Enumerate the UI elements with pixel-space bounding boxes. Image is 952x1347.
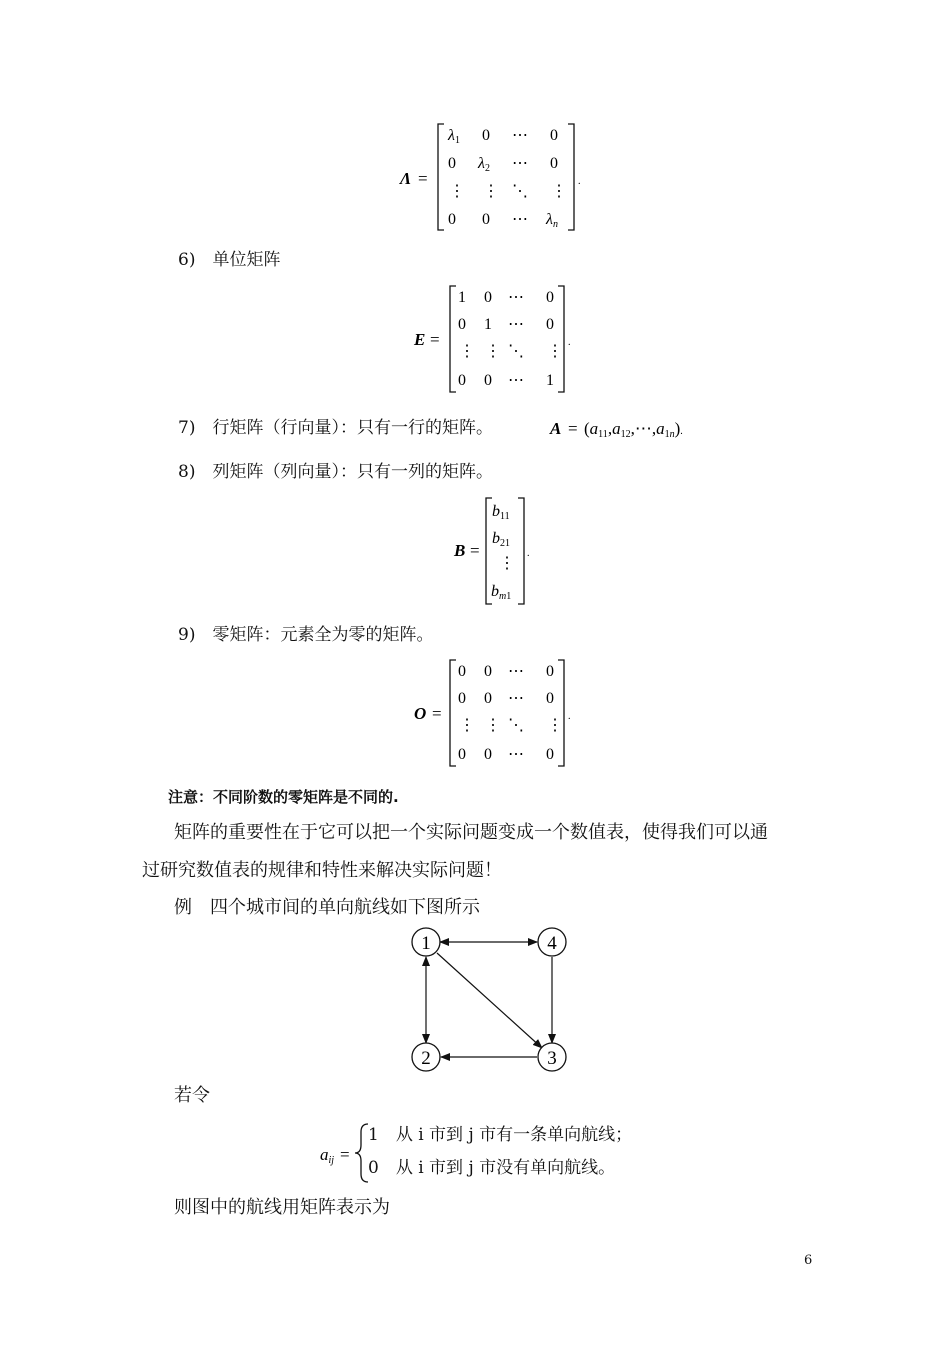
svg-text:0: 0 <box>458 372 466 389</box>
svg-text:0: 0 <box>482 127 490 144</box>
svg-text:⋮: ⋮ <box>485 343 501 360</box>
zero-matrix-cells <box>458 663 563 763</box>
node-3 <box>538 1043 566 1071</box>
svg-text:⋯: ⋯ <box>512 211 528 228</box>
svg-text:1: 1 <box>458 289 466 306</box>
svg-text:⋱: ⋱ <box>508 717 524 734</box>
column-matrix <box>452 494 552 610</box>
svg-text:⋯: ⋯ <box>512 155 528 172</box>
svg-text:⋮: ⋮ <box>547 717 563 734</box>
section-9-heading: 9) 零矩阵：元素全为零的矩阵。 <box>178 625 434 645</box>
svg-text:=: = <box>340 1145 350 1164</box>
svg-text:0: 0 <box>458 690 466 707</box>
svg-text:⋯: ⋯ <box>508 289 524 306</box>
svg-text:0: 0 <box>546 746 554 763</box>
svg-text:0: 0 <box>484 372 492 389</box>
edge-1-3 <box>437 953 542 1048</box>
lambda-matrix <box>400 118 590 236</box>
svg-text:⋯: ⋯ <box>512 127 528 144</box>
svg-text:⋮: ⋮ <box>459 343 475 360</box>
svg-text:A: A <box>550 419 562 438</box>
svg-text:⋮: ⋮ <box>459 717 475 734</box>
note: 注意：不同阶数的零矩阵是不同的. <box>168 788 399 806</box>
identity-matrix <box>412 282 582 398</box>
svg-text:3: 3 <box>547 1048 557 1069</box>
svg-text:0: 0 <box>546 663 554 680</box>
lambda-matrix-cells <box>447 127 567 230</box>
zero-matrix <box>412 656 582 772</box>
svg-text:⋯: ⋯ <box>508 746 524 763</box>
page-number: 6 <box>804 1253 813 1268</box>
svg-text:0: 0 <box>484 663 492 680</box>
curly-brace <box>355 1124 368 1182</box>
svg-text:0: 0 <box>550 127 558 144</box>
identity-matrix-cells <box>458 289 563 389</box>
svg-text:⋮: ⋮ <box>547 343 563 360</box>
column-matrix-cells <box>491 503 515 602</box>
closing-text: 则图中的航线用矩阵表示为 <box>174 1197 390 1218</box>
svg-text:.: . <box>568 711 571 722</box>
piecewise-case-0: 0 从 i 市到 j 市没有单向航线。 <box>368 1158 616 1178</box>
left-bracket <box>438 124 444 230</box>
example-intro: 例 四个城市间的单向航线如下图所示 <box>174 897 480 918</box>
svg-text:4: 4 <box>547 933 557 954</box>
svg-text:aij: aij <box>320 1145 335 1166</box>
svg-text:⋮: ⋮ <box>551 183 567 200</box>
svg-text:.: . <box>568 337 571 348</box>
equals-sign: = <box>418 169 428 188</box>
svg-text:O: O <box>414 704 427 723</box>
svg-text:⋱: ⋱ <box>508 343 524 360</box>
svg-text:1: 1 <box>484 316 492 333</box>
svg-text:λn: λn <box>546 211 558 230</box>
paragraph-line-2: 过研究数值表的规律和特性来解决实际问题！ <box>142 860 502 881</box>
svg-text:⋱: ⋱ <box>512 183 528 200</box>
right-bracket <box>568 124 574 230</box>
svg-text:B: B <box>454 541 466 560</box>
svg-text:=: = <box>432 704 442 723</box>
svg-text:0: 0 <box>448 155 456 172</box>
left-bracket <box>450 286 456 392</box>
svg-text:0: 0 <box>546 289 554 306</box>
svg-text:0: 0 <box>484 746 492 763</box>
svg-text:0: 0 <box>546 316 554 333</box>
node-4 <box>538 928 566 956</box>
row-vector-formula <box>548 414 718 442</box>
svg-text:⋯: ⋯ <box>508 372 524 389</box>
svg-text:0: 0 <box>550 155 558 172</box>
svg-text:0: 0 <box>458 746 466 763</box>
svg-text:λ1: λ1 <box>448 127 460 146</box>
svg-text:0: 0 <box>458 663 466 680</box>
svg-text:1: 1 <box>421 933 431 954</box>
svg-text:b11: b11 <box>492 503 510 522</box>
svg-text:⋮: ⋮ <box>499 555 515 572</box>
right-bracket <box>518 498 524 604</box>
node-2 <box>412 1043 440 1071</box>
svg-text:⋯: ⋯ <box>508 316 524 333</box>
section-6-heading: 6) 单位矩阵 <box>178 250 281 270</box>
right-bracket <box>558 660 564 766</box>
right-bracket <box>558 286 564 392</box>
svg-text:0: 0 <box>482 211 490 228</box>
svg-text:0: 0 <box>546 690 554 707</box>
svg-text:=: = <box>470 541 480 560</box>
svg-text:0: 0 <box>458 316 466 333</box>
svg-text:b21: b21 <box>492 530 510 549</box>
svg-text:0: 0 <box>484 289 492 306</box>
svg-text:bm1: bm1 <box>491 583 512 602</box>
svg-text:=: = <box>568 419 578 438</box>
svg-text:0: 0 <box>484 690 492 707</box>
svg-text:E: E <box>414 330 426 349</box>
piecewise-case-1: 1 从 i 市到 j 市有一条单向航线； <box>368 1125 633 1145</box>
svg-text:λ2: λ2 <box>478 155 490 174</box>
section-8-heading: 8) 列矩阵（列向量）：只有一列的矩阵。 <box>178 462 493 482</box>
section-7-heading: 7) 行矩阵（行向量）：只有一行的矩阵。 <box>178 418 493 438</box>
flight-route-graph <box>400 924 580 1074</box>
svg-text:⋯: ⋯ <box>508 690 524 707</box>
lambda-matrix-name: Λ <box>400 169 412 188</box>
svg-text:=: = <box>430 330 440 349</box>
svg-text:⋮: ⋮ <box>449 183 465 200</box>
svg-text:⋮: ⋮ <box>485 717 501 734</box>
svg-text:2: 2 <box>421 1048 431 1069</box>
let-text: 若令 <box>174 1085 210 1106</box>
left-bracket <box>450 660 456 766</box>
svg-text:⋮: ⋮ <box>483 183 499 200</box>
svg-text:0: 0 <box>448 211 456 228</box>
svg-text:.: . <box>578 176 581 187</box>
paragraph-line-1: 矩阵的重要性在于它可以把一个实际问题变成一个数值表，使得我们可以通 <box>174 822 768 843</box>
svg-text:.: . <box>527 548 530 559</box>
node-1 <box>412 928 440 956</box>
svg-text:⋯: ⋯ <box>508 663 524 680</box>
svg-text:(a11,a12,⋯,a1n).: (a11,a12,⋯,a1n). <box>584 419 683 440</box>
svg-text:1: 1 <box>546 372 554 389</box>
